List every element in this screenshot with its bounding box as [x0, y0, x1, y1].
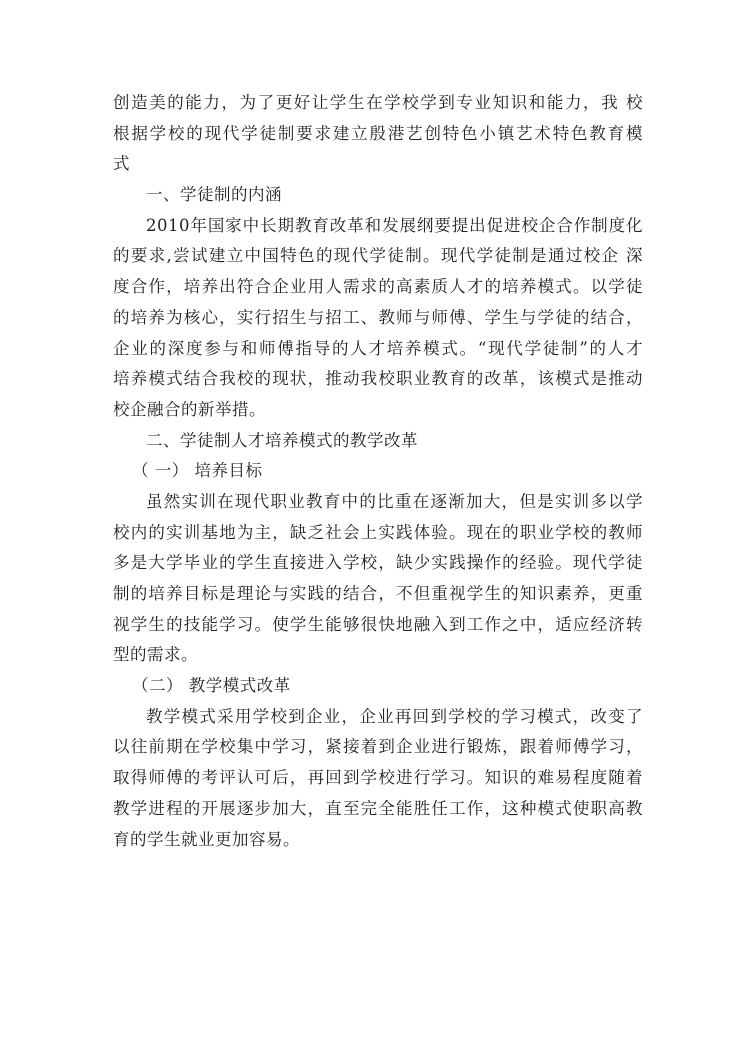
section-heading: 二、学徒制人才培养模式的教学改革	[146, 430, 418, 450]
paragraph-line: 度合作，培养出符合企业用人需求的高素质人才的培养模式。以学徒	[113, 277, 643, 297]
paragraph-line: 教学模式采用学校到企业，企业再回到学校的学习模式，改变了	[146, 706, 643, 726]
subsection-heading: （ 一） 培养目标	[132, 461, 263, 481]
section-heading: 一、学徒制的内涵	[146, 185, 282, 205]
paragraph-line: 教学进程的开展逐步加大，直至完全能胜任工作，这种模式使职高教	[113, 798, 643, 818]
paragraph-line: 的培养为核心，实行招生与招工、教师与师傅、学生与学徒的结合，	[113, 307, 643, 327]
document-body	[113, 88, 643, 855]
paragraph-line: 企业的深度参与和师傅指导的人才培养模式。“现代学徒制”的人才	[113, 338, 643, 358]
paragraph-line: 校企融合的新举措。	[113, 399, 266, 419]
paragraph-line: 制的培养目标是理论与实践的结合，不但重视学生的知识素养，更重	[113, 584, 643, 603]
paragraph-line: 校内的实训基地为主，缺乏社会上实践体验。现在的职业学校的教师	[113, 522, 643, 542]
paragraph-line: 多是大学毕业的学生直接进入学校，缺少实践操作的经验。现代学徒	[113, 553, 643, 573]
paragraph-line: 型的需求。	[113, 645, 198, 665]
subsection-heading: （二） 教学模式改革	[132, 676, 291, 696]
paragraph-line: 2010年国家中长期教育改革和发展纲要提出促进校企合作制度化	[146, 215, 643, 235]
paragraph-line: 取得师傅的考评认可后，再回到学校进行学习。知识的难易程度随着	[113, 768, 643, 788]
paragraph-line: 以往前期在学校集中学习，紧接着到企业进行锻炼，跟着师傅学习，	[113, 737, 643, 757]
paragraph-line: 根据学校的现代学徒制要求建立殷港艺创特色小镇艺术特色教育模	[113, 123, 643, 143]
paragraph-line: 的要求,尝试建立中国特色的现代学徒制。现代学徒制是通过校企 深	[113, 246, 643, 266]
paragraph-line: 虽然实训在现代职业教育中的比重在逐渐加大，但是实训多以学	[146, 491, 643, 511]
paragraph-line: 创造美的能力，为了更好让学生在学校学到专业知识和能力，我 校	[113, 93, 643, 112]
paragraph-line: 视学生的技能学习。使学生能够很快地融入到工作之中，适应经济转	[113, 614, 643, 634]
paragraph-line: 育的学生就业更加容易。	[113, 829, 300, 849]
paragraph-line: 培养模式结合我校的现状，推动我校职业教育的改革，该模式是推动	[113, 369, 643, 389]
paragraph-line: 式	[113, 154, 130, 174]
